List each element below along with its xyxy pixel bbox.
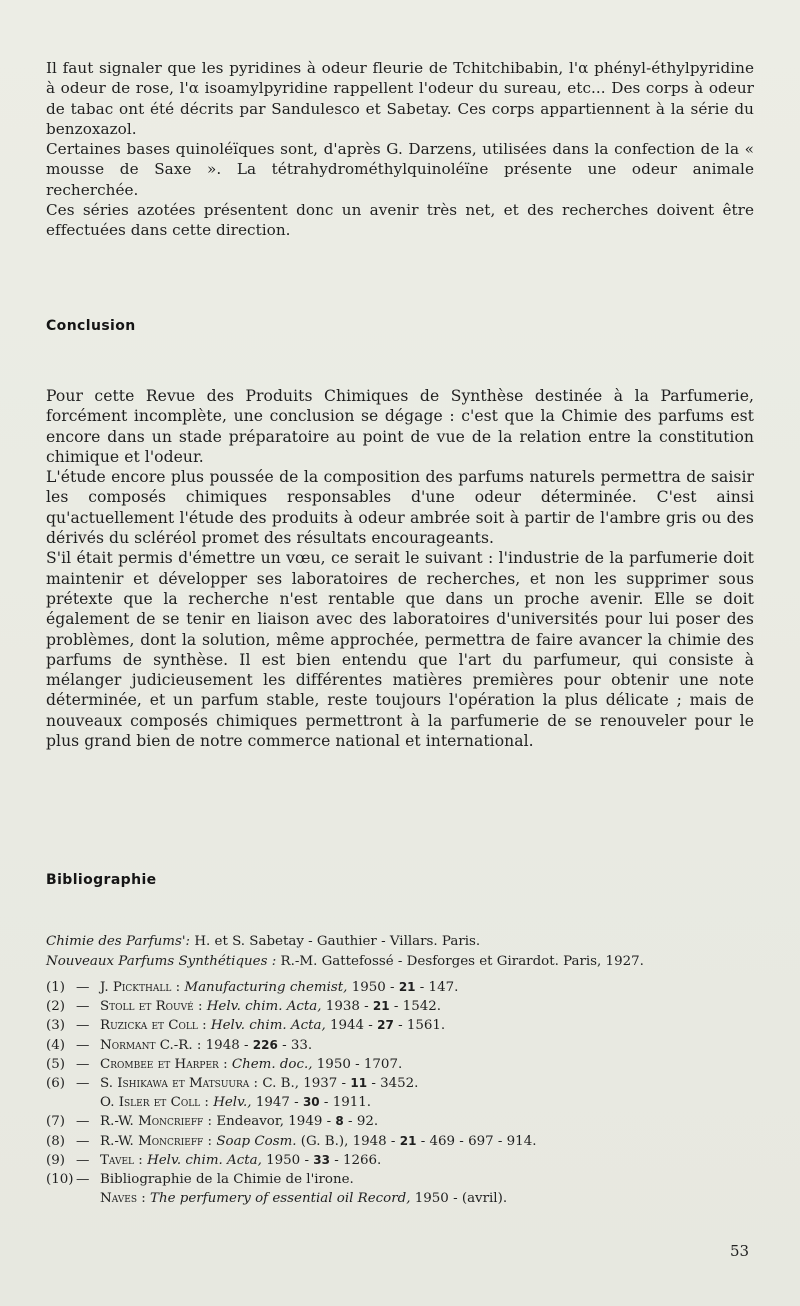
- reference-list: [46, 978, 754, 1093]
- reference-item: (10) — Bibliographie de la Chimie de l'irone.: [46, 1172, 354, 1188]
- conclusion-heading: Conclusion: [46, 318, 136, 334]
- bibliography: [46, 932, 754, 1208]
- paragraph: Il faut signaler que les pyridines à odeur fleurie de Tchitchibabin, l'α phényl-éthylpyridine à odeur de rose, l'α isoamylpyridine rappellent l'odeur du sureau, etc... Des corps à odeur de tabac ont été décrits par Sandulesco et Sabetay. Ces corps appartiennent à la série du benzoxazol.: [46, 59, 754, 138]
- paragraph: Certaines bases quinoléïques sont, d'après G. Darzens, utilisées dans la confection de la « mousse de Saxe ». La tétrahydrométhylquinoléïne présente une odeur animale recherchée.: [46, 140, 754, 199]
- paragraph: Pour cette Revue des Produits Chimiques de Synthèse destinée à la Parfumerie, forcément incomplète, une conclusion se dégage : c'est que la Chimie des parfums est encore dans un stade préparatoire au point de vue de la relation entre la constitution chimique et l'odeur.: [46, 387, 754, 466]
- paragraph: S'il était permis d'émettre un vœu, ce serait le suivant : l'industrie de la parfumerie doit maintenir et développer ses laboratoires de recherches, et non les supprimer sous prétexte que la recherche n'est rentable que dans un proche avenir. Elle se doit également de se tenir en liaison avec des laboratoires d'universités pour lui poser des problèmes, dont la solution, même approchée, permettra de faire avancer la chimie des parfums de synthèse. Il est bien entendu que l'art du parfumeur, qui consiste à mélanger judicieusement les différentes matières premières pour obtenir une note déterminée, et un parfum stable, reste toujours l'opération la plus délicate ; mais de nouveaux composés chimiques permettront à la parfumerie de se renouveler pour le plus grand bien de notre commerce national et international.: [46, 549, 754, 751]
- reference-item: (8) — R.-W. Moncrieff : Soap Cosm. (G. B.), 1948 - 21 - 469 - 697 - 914.: [46, 1133, 537, 1149]
- book-reference: Chimie des Parfums': H. et S. Sabetay - Gauthier - Villars. Paris.: [46, 934, 481, 949]
- reference-item: (3) — Ruzicka et Coll : Helv. chim. Acta, 1944 - 27 - 1561.: [46, 1018, 446, 1034]
- page-number: 53: [730, 1242, 750, 1260]
- reference-item: (7) — R.-W. Moncrieff : Endeavor, 1949 - 8 - 92.: [46, 1114, 379, 1130]
- reference-item: (9) — Tavel : Helv. chim. Acta, 1950 - 33 - 1266.: [46, 1152, 382, 1168]
- reference-item: (6) — S. Ishikawa et Matsuura : C. B., 1937 - 11 - 3452.: [46, 1076, 419, 1092]
- reference-item: (5) — Crombee et Harper : Chem. doc., 1950 - 1707.: [46, 1056, 403, 1072]
- conclusion-text: [46, 386, 754, 751]
- reference-continuation: Naves : The perfumery of essential oil Record, 1950 - (avril).: [100, 1191, 508, 1207]
- bibliography-heading: Bibliographie: [46, 872, 157, 888]
- book-reference: Nouveaux Parfums Synthétiques : R.-M. Gattefossé - Desforges et Girardot. Paris, 1927.: [46, 954, 644, 969]
- reference-item: (4) — Normant C.-R. : 1948 - 226 - 33.: [46, 1037, 313, 1053]
- paragraph: Ces séries azotées présentent donc un avenir très net, et des recherches doivent être effectuées dans cette direction.: [46, 201, 754, 240]
- intro-text: [46, 58, 754, 241]
- reference-continuation: O. Isler et Coll : Helv., 1947 - 30 - 1911.: [100, 1095, 372, 1111]
- reference-list: [46, 1112, 754, 1189]
- reference-item: (1) — J. Pickthall : Manufacturing chemist, 1950 - 21 - 147.: [46, 980, 459, 995]
- paragraph: L'étude encore plus poussée de la composition des parfums naturels permettra de saisir les composés chimiques responsables d'une odeur déterminée. C'est ainsi qu'actuellement l'étude des produits à odeur ambrée soit à partir de l'ambre gris ou des dérivés du scléréol promet des résultats encourageants.: [46, 468, 754, 548]
- reference-item: (2) — Stoll et Rouvé : Helv. chim. Acta, 1938 - 21 - 1542.: [46, 999, 442, 1015]
